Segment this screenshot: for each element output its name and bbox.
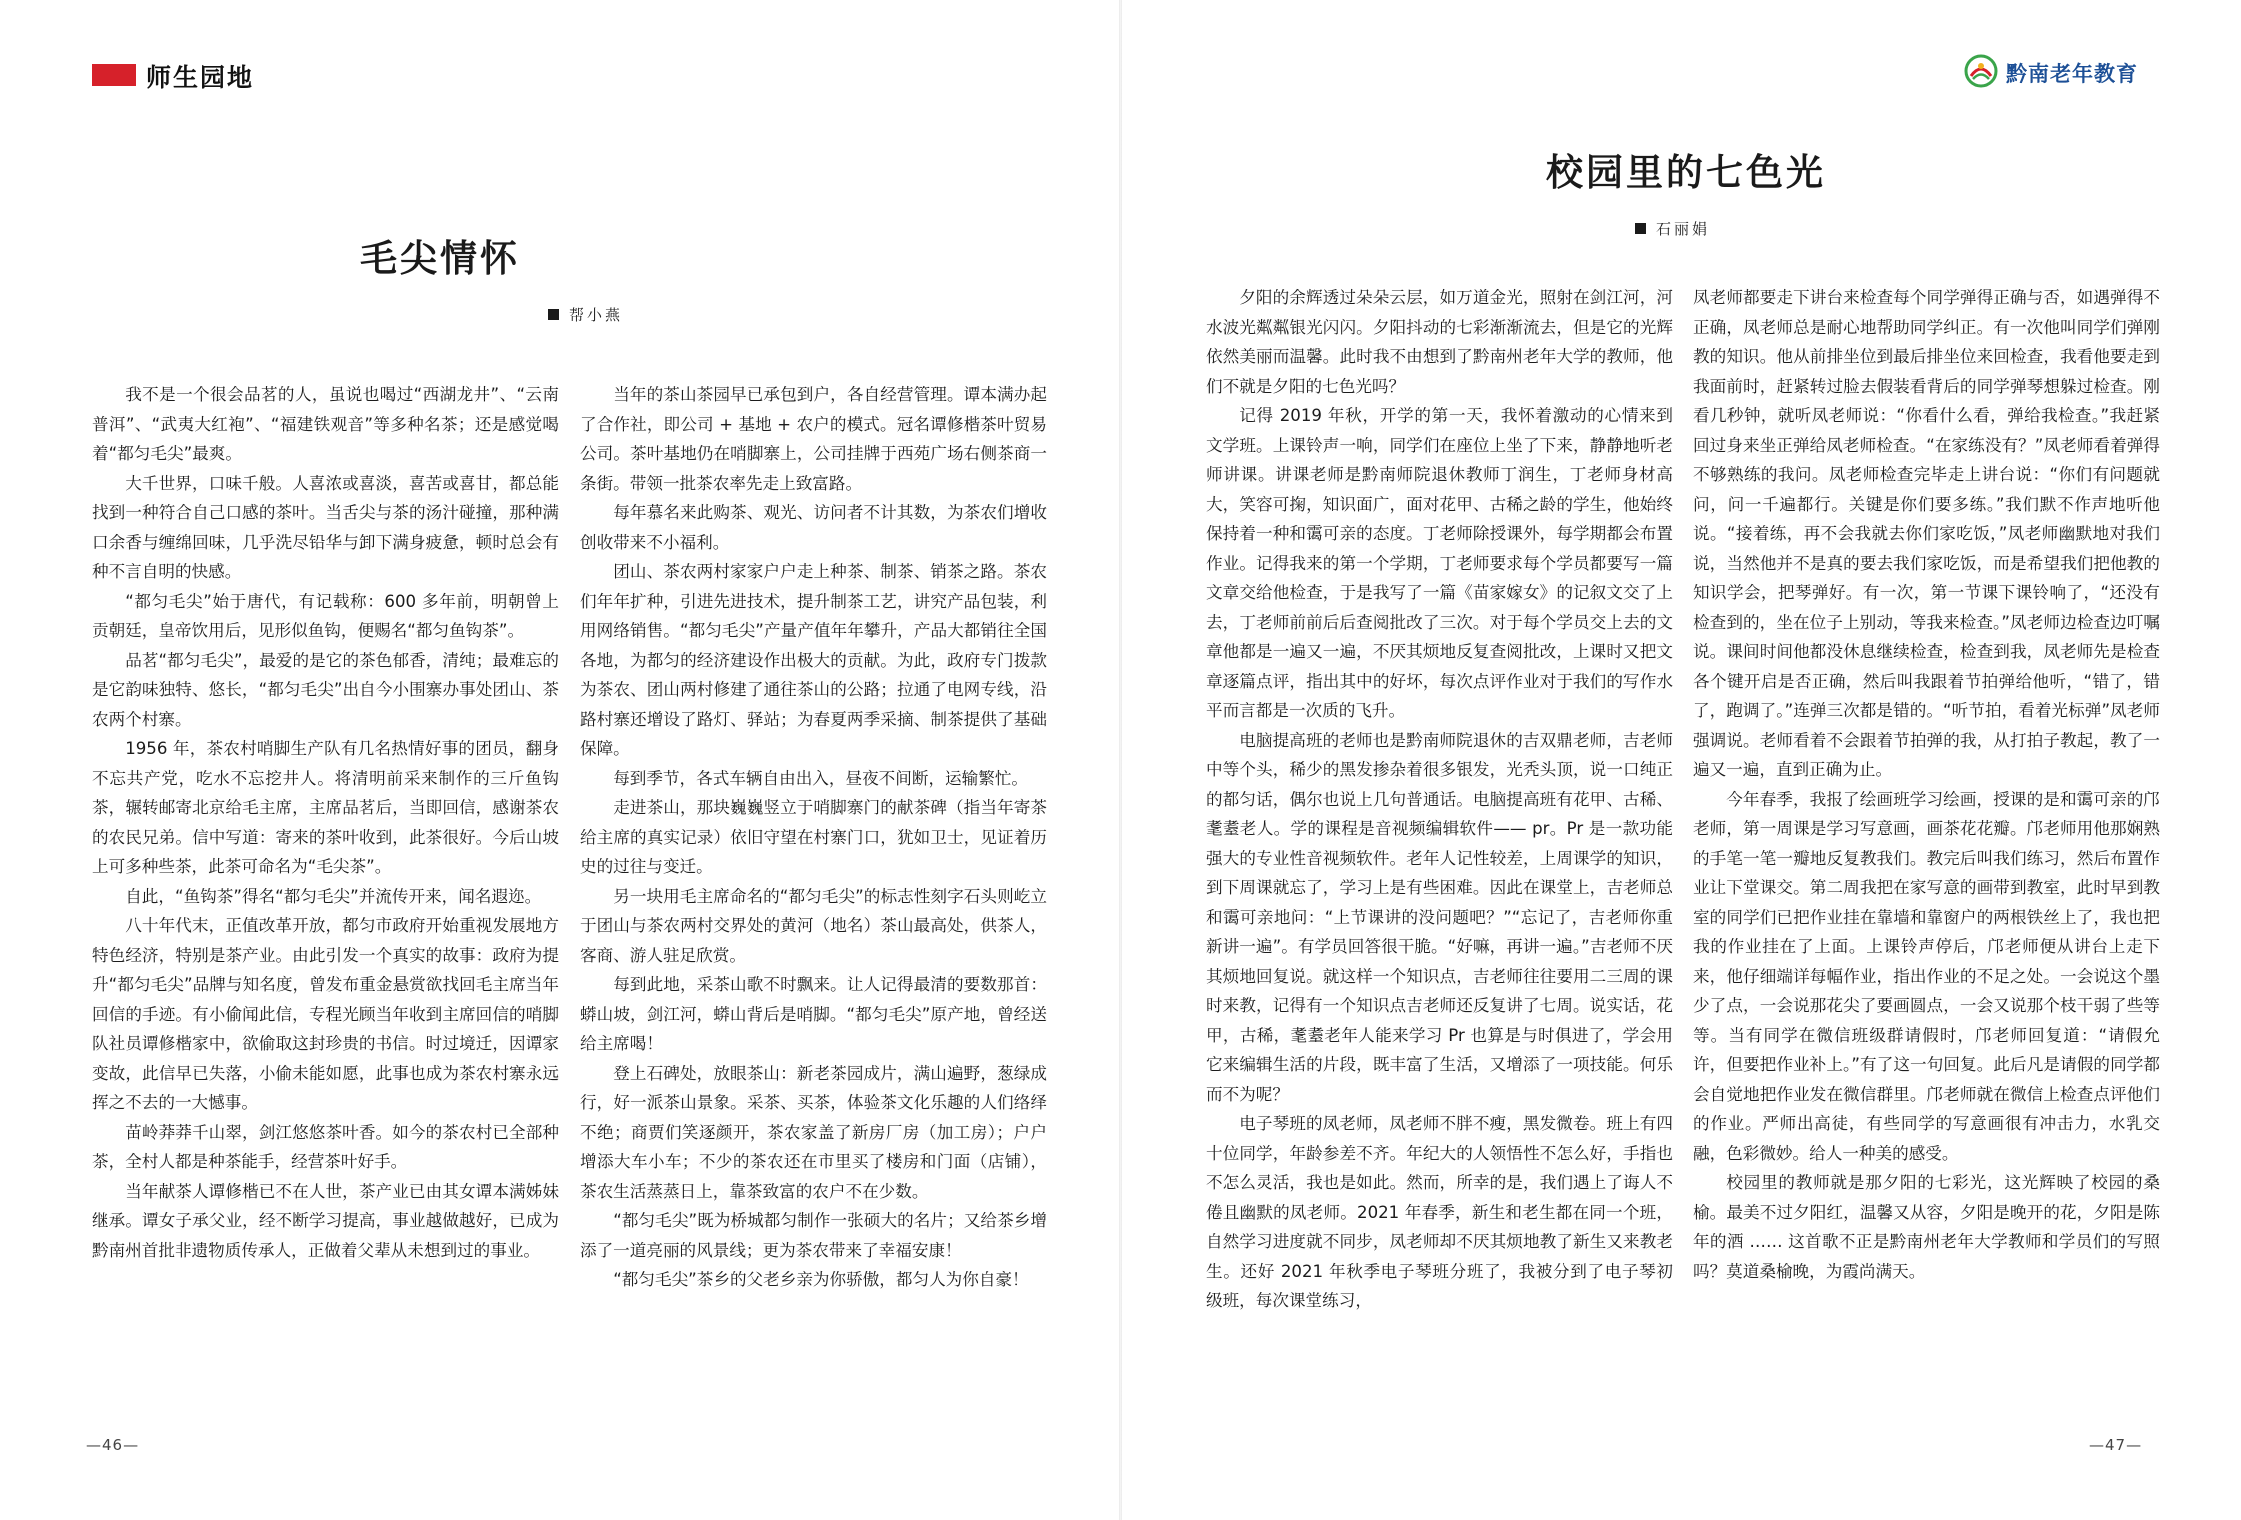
right-page <box>1121 0 2241 1520</box>
paragraph: 登上石碑处，放眼茶山：新老茶园成片，满山遍野，葱绿成行，好一派茶山景象。采茶、买茶，体验茶文化乐趣的人们络绎不绝；商贾们笑逐颜开，茶农家盖了新房厂房（加工房）；户户增添大车小车；不少的茶农还在市里买了楼房和门面（店铺），茶农生活蒸蒸日上，靠茶致富的农户不在少数。 <box>580 1063 1047 1201</box>
byline <box>548 304 623 325</box>
paragraph: 每到季节，各式车辆自由出入，昼夜不间断，运输繁忙。 <box>613 768 1029 788</box>
paragraph: 大千世界，口味千般。人喜浓或喜淡，喜苦或喜甘，都总能找到一种符合自己口感的茶叶。当舌尖与茶的汤汁碰撞，那种满口余香与缠绵回味，几乎洗尽铅华与卸下满身疲惫，顿时总会有种不言自明的快感。 <box>92 473 559 581</box>
paragraph: 团山、茶农两村家家户户走上种茶、制茶、销茶之路。茶农们年年扩种，引进先进技术，提升制茶工艺，讲究产品包装，利用网络销售。“都匀毛尖”产量产值年年攀升，产品大都销往全国各地，为都匀的经济建设作出极大的贡献。为此，政府专门拨款为茶农、团山两村修建了通往茶山的公路；拉通了电网专线，沿路村寨还增设了路灯、驿站；为春夏两季采摘、制茶提供了基础保障。 <box>580 562 1047 758</box>
paragraph: 走进茶山，那块巍巍竖立于哨脚寨门的献茶碑（指当年寄茶给主席的真实记录）依旧守望在村寨门口，犹如卫士，见证着历史的过往与变迁。 <box>580 798 1047 876</box>
brand-logo-icon <box>1964 54 1998 88</box>
article-title: 毛尖情怀 <box>360 237 520 280</box>
paragraph: 八十年代末，正值改革开放，都匀市政府开始重视发展地方特色经济，特别是茶产业。由此引发一个真实的故事：政府为提升“都匀毛尖”品牌与知名度，曾发布重金悬赏欲找回毛主席当年回信的手迹。有小偷闻此信，专程光顾当年收到主席回信的哨脚队社员谭修楷家中，欲偷取这封珍贵的书信。时过境迁，因谭家变故，此信早已失落，小偷未能如愿，此事也成为茶农村寨永远挥之不去的一大憾事。 <box>92 916 559 1112</box>
article-column-1 <box>1206 283 1673 1316</box>
paragraph: 电脑提高班的老师也是黔南师院退休的吉双鼎老师，吉老师中等个头，稀少的黑发掺杂着很多银发，光秃头顶，说一口纯正的都匀话，偶尔也说上几句普通话。电脑提高班有花甲、古稀、耄耋老人。学的课程是音视频编辑软件—— pr。Pr 是一款功能强大的专业性音视频软件。老年人记性较差，上周课学的知识，到下周课就忘了，学习上是有些困难。因此在课堂上，吉老师总和霭可亲地问：“上节课讲的没问题吧？”“忘记了，吉老师你重新讲一遍”。有学员回答很干脆。“好嘛，再讲一遍。”吉老师不厌其烦地回复说。就这样一个知识点，吉老师往往要用二三周的课时来教，记得有一个知识点吉老师还反复讲了七周。说实话，花甲，古稀，耄耋老年人能来学习 Pr 也算是与时俱进了，学会用它来编辑生活的片段，既丰富了生活，又增添了一项技能。何乐而不为呢？ <box>1206 730 1673 1104</box>
byline-square-icon <box>548 309 559 320</box>
section-title: 师生园地 <box>146 63 255 92</box>
left-page <box>0 0 1120 1520</box>
paragraph: 苗岭莽莽千山翠，剑江悠悠茶叶香。如今的茶农村已全部种茶，全村人都是种茶能手，经营茶叶好手。 <box>92 1122 559 1171</box>
paragraph: 电子琴班的凤老师，凤老师不胖不瘦，黑发微卷。班上有四十位同学，年龄参差不齐。年纪大的人领悟性不怎么好，手指也不怎么灵活，我也是如此。然而，所幸的是，我们遇上了诲人不倦且幽默的凤老师。2021 年春季，新生和老生都在同一个班，自然学习进度就不同步，凤老师却不厌其烦地教了新生又来教老生。还好 2021 年秋季电子琴班分班了，我被分到了电子琴初级班，每次课堂练习， <box>1206 1114 1673 1310</box>
paragraph: 当年献茶人谭修楷已不在人世，茶产业已由其女谭本满姊妹继承。谭女子承父业，经不断学习提高，事业越做越好，已成为黔南州首批非遗物质传承人，正做着父辈从未想到过的事业。 <box>92 1181 559 1260</box>
paragraph: 自此，“鱼钩茶”得名“都匀毛尖”并流传开来，闻名遐迩。 <box>125 886 542 906</box>
section-marker <box>92 64 136 86</box>
article-column-1 <box>92 380 559 1265</box>
paragraph: “都匀毛尖”茶乡的父老乡亲为你骄傲，都匀人为你自豪！ <box>613 1270 1029 1289</box>
paragraph: 夕阳的余辉透过朵朵云层，如万道金光，照射在剑江河，河水波光粼粼银光闪闪。夕阳抖动的七彩渐渐流去，但是它的光辉依然美丽而温馨。此时我不由想到了黔南州老年大学的教师，他们不就是夕阳的七色光吗？ <box>1206 288 1673 396</box>
paragraph: 我不是一个很会品茗的人，虽说也喝过“西湖龙井”、“云南普洱”、“武夷大红袍”、“福建铁观音”等多种名茶；还是感觉喝着“都匀毛尖”最爽。 <box>92 385 559 463</box>
article-column-2 <box>1693 283 2160 1286</box>
byline-square-icon <box>1635 223 1646 234</box>
byline <box>1635 218 1710 239</box>
paragraph: 1956 年，茶农村哨脚生产队有几名热情好事的团员，翻身不忘共产党，吃水不忘挖井人。将清明前采来制作的三斤鱼钩茶，辗转邮寄北京给毛主席，主席品茗后，当即回信，感谢茶农的农民兄弟。信中写道：寄来的茶叶收到，此茶很好。今后山坡上可多种些茶，此茶可命名为“毛尖茶”。 <box>92 739 559 876</box>
author-name: 帮小燕 <box>569 306 624 324</box>
page-number: —46— <box>86 1436 140 1454</box>
paragraph: “都匀毛尖”既为桥城都匀制作一张硕大的名片；又给茶乡增添了一道亮丽的风景线；更为茶农带来了幸福安康！ <box>580 1211 1047 1260</box>
paragraph: “都匀毛尖”始于唐代，有记载称：600 多年前，明朝曾上贡朝廷，皇帝饮用后，见形似鱼钩，便赐名“都匀鱼钩茶”。 <box>92 591 559 640</box>
paragraph: 当年的茶山茶园早已承包到户，各自经营管理。谭本满办起了合作社，即公司 + 基地 + 农户的模式。冠名谭修楷茶叶贸易公司。茶叶基地仍在哨脚寨上，公司挂牌于西苑广场右侧茶商一条街。带领一批茶农率先走上致富路。 <box>580 385 1047 493</box>
author-name: 石丽娟 <box>1656 220 1711 238</box>
brand-header <box>1964 52 2184 92</box>
paragraph: 每年慕名来此购茶、观光、访问者不计其数，为茶农们增收创收带来不小福利。 <box>580 503 1047 552</box>
paragraph: 品茗“都匀毛尖”，最爱的是它的茶色郁香，清纯；最难忘的是它韵味独特、悠长，“都匀毛尖”出自今小围寨办事处团山、茶农两个村寨。 <box>92 650 559 729</box>
paragraph: 每到此地，采茶山歌不时飘来。让人记得最清的要数那首：蟒山坡，剑江河，蟒山背后是哨脚。“都匀毛尖”原产地，曾经送给主席喝！ <box>580 975 1047 1053</box>
page-number: —47— <box>2089 1436 2143 1454</box>
paragraph: 另一块用毛主席命名的“都匀毛尖”的标志性刻字石头则屹立于团山与茶农两村交界处的黄河（地名）茶山最高处，供茶人，客商、游人驻足欣赏。 <box>580 886 1047 965</box>
article-title: 校园里的七色光 <box>1546 151 1826 194</box>
paragraph: 校园里的教师就是那夕阳的七彩光，这光辉映了校园的桑榆。最美不过夕阳红，温馨又从容，夕阳是晚开的花，夕阳是陈年的酒 …… 这首歌不正是黔南州老年大学教师和学员们的写照吗？莫道桑榆晚，为霞尚满天。 <box>1693 1173 2160 1281</box>
paragraph: 今年春季，我报了绘画班学习绘画，授课的是和霭可亲的邝老师，第一周课是学习写意画，画茶花花瓣。邝老师用他那娴熟的手笔一笔一瓣地反复教我们。教完后叫我们练习，然后布置作业让下堂课交。第二周我把在家写意的画带到教室，此时早到教室的同学们已把作业挂在靠墙和靠窗户的两根铁丝上了，我也把我的作业挂在了上面。上课铃声停后，邝老师便从讲台上走下来，他仔细端详每幅作业，指出作业的不足之处。一会说这个墨少了点，一会说那花尖了要画圆点，一会又说那个枝干弱了些等等。当有同学在微信班级群请假时，邝老师回复道：“请假允许，但要把作业补上。”有了这一句回复。此后凡是请假的同学都会自觉地把作业发在微信群里。邝老师就在微信上检查点评他们的作业。严师出高徒，有些同学的写意画很有冲击力，水乳交融，色彩微妙。给人一种美的感受。 <box>1693 789 2160 1163</box>
paragraph: 记得 2019 年秋，开学的第一天，我怀着激动的心情来到文学班。上课铃声一响，同学们在座位上坐了下来，静静地听老师讲课。讲课老师是黔南师院退休教师丁润生，丁老师身材高大，笑容可掬，知识面广，面对花甲、古稀之龄的学生，他始终保持着一种和霭可亲的态度。丁老师除授课外，每学期都会布置作业。记得我来的第一个学期，丁老师要求每个学员都要写一篇文章交给他检查，于是我写了一篇《苗家嫁女》的记叙文交了上去，丁老师前前后后查阅批改了三次。对于每个学员交上去的文章他都是一遍又一遍，不厌其烦地反复查阅批改，上课时又把文章逐篇点评，指出其中的好坏，每次点评作业对于我们的写作水平而言都是一次质的飞升。 <box>1206 406 1673 720</box>
brand-name: 黔南老年教育 <box>2006 62 2138 86</box>
article-column-2 <box>580 380 1047 1295</box>
paragraph: 凤老师都要走下讲台来检查每个同学弹得正确与否，如遇弹得不正确，凤老师总是耐心地帮助同学纠正。有一次他叫同学们弹刚教的知识。他从前排坐位到最后排坐位来回检查，我看他要走到我面前时，赶紧转过脸去假装看背后的同学弹琴想躲过检查。刚看几秒钟，就听凤老师说：“你看什么看，弹给我检查。”我赶紧回过身来坐正弹给凤老师检查。“在家练没有？”凤老师看着弹得不够熟练的我问。凤老师检查完毕走上讲台说：“你们有问题就问，问一千遍都行。关键是你们要多练。”我们默不作声地听他说。“接着练，再不会我就去你们家吃饭，”凤老师幽默地对我们说，当然他并不是真的要去我们家吃饭，而是希望我们把他教的知识学会，把琴弹好。有一次，第一节课下课铃响了，“还没有检查到的，坐在位子上别动，等我来检查。”凤老师边检查边叮嘱说。课间时间他都没休息继续检查，检查到我，凤老师先是检查各个键开启是否正确，然后叫我跟着节拍弹给他听，“错了，错了，跑调了。”连弹三次都是错的。“听节拍，看着光标弹”凤老师强调说。老师看着不会跟着节拍弹的我，从打拍子教起，教了一遍又一遍，直到正确为止。 <box>1693 288 2160 779</box>
